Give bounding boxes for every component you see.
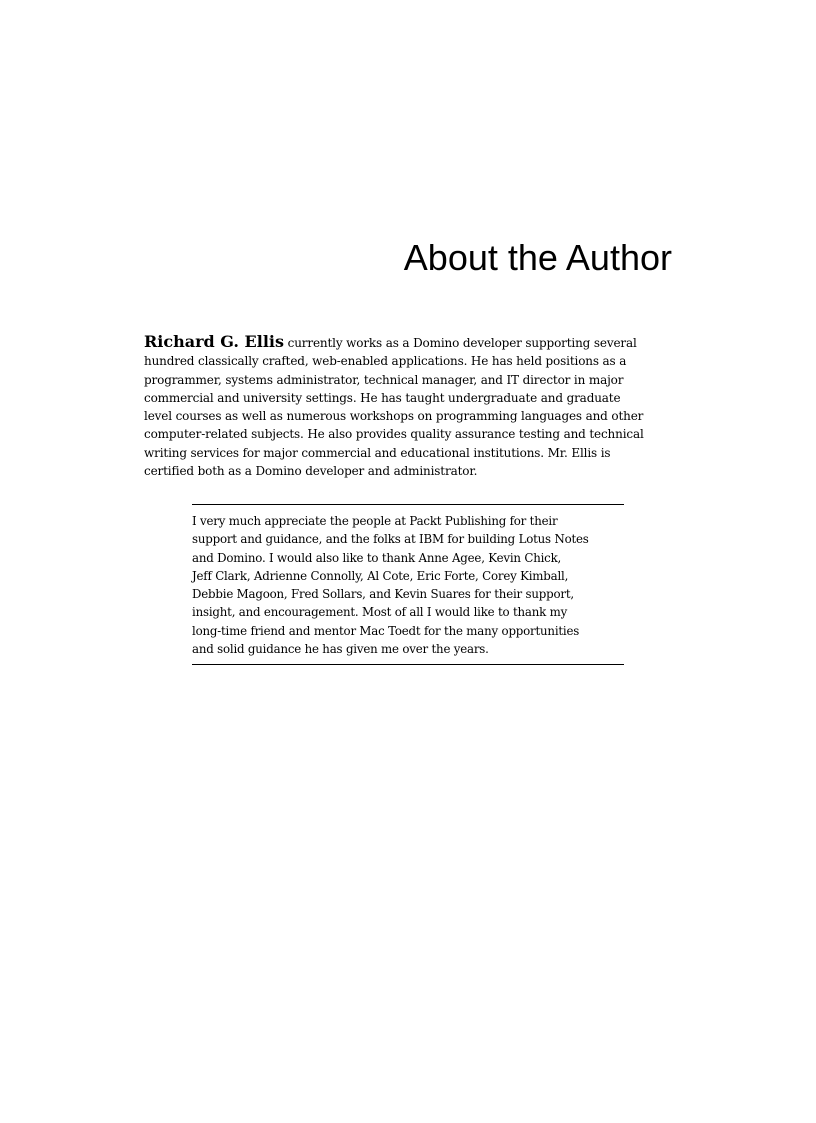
acknowledgement-line: Jeff Clark, Adrienne Connolly, Al Cote, Eric Forte, Corey Kimball, <box>192 568 569 583</box>
author-name: Richard G. Ellis <box>144 332 284 351</box>
author-bio <box>144 333 672 480</box>
bio-line: hundred classically crafted, web-enabled applications. He has held positions as a <box>144 354 627 369</box>
acknowledgement-text <box>192 512 624 658</box>
bio-line: commercial and university settings. He has taught undergraduate and graduate <box>144 390 621 405</box>
bio-line-text: currently works as a Domino developer supporting several <box>283 336 637 350</box>
acknowledgement-line: support and guidance, and the folks at IBM for building Lotus Notes <box>192 532 589 547</box>
acknowledgement-line: and Domino. I would also like to thank Anne Agee, Kevin Chick, <box>192 550 562 565</box>
bio-line: writing services for major commercial and educational institutions. Mr. Ellis is <box>144 445 611 460</box>
acknowledgement-line: and solid guidance he has given me over the years. <box>192 642 489 657</box>
acknowledgement-line: I very much appreciate the people at Packt Publishing for their <box>192 514 558 528</box>
acknowledgement-line: Debbie Magoon, Fred Sollars, and Kevin Suares for their support, <box>192 587 574 602</box>
bio-line: certified both as a Domino developer and administrator. <box>144 464 478 479</box>
bio-line <box>144 333 672 352</box>
acknowledgement-line: long-time friend and mentor Mac Toedt for the many opportunities <box>192 623 580 638</box>
page-title: About the Author <box>403 237 672 278</box>
bio-line: computer-related subjects. He also provides quality assurance testing and technical <box>144 427 644 442</box>
bio-line: level courses as well as numerous workshops on programming languages and other <box>144 409 644 424</box>
acknowledgement-box <box>192 504 624 665</box>
bio-line: programmer, systems administrator, technical manager, and IT director in major <box>144 372 624 387</box>
acknowledgement-line: insight, and encouragement. Most of all I would like to thank my <box>192 605 568 620</box>
